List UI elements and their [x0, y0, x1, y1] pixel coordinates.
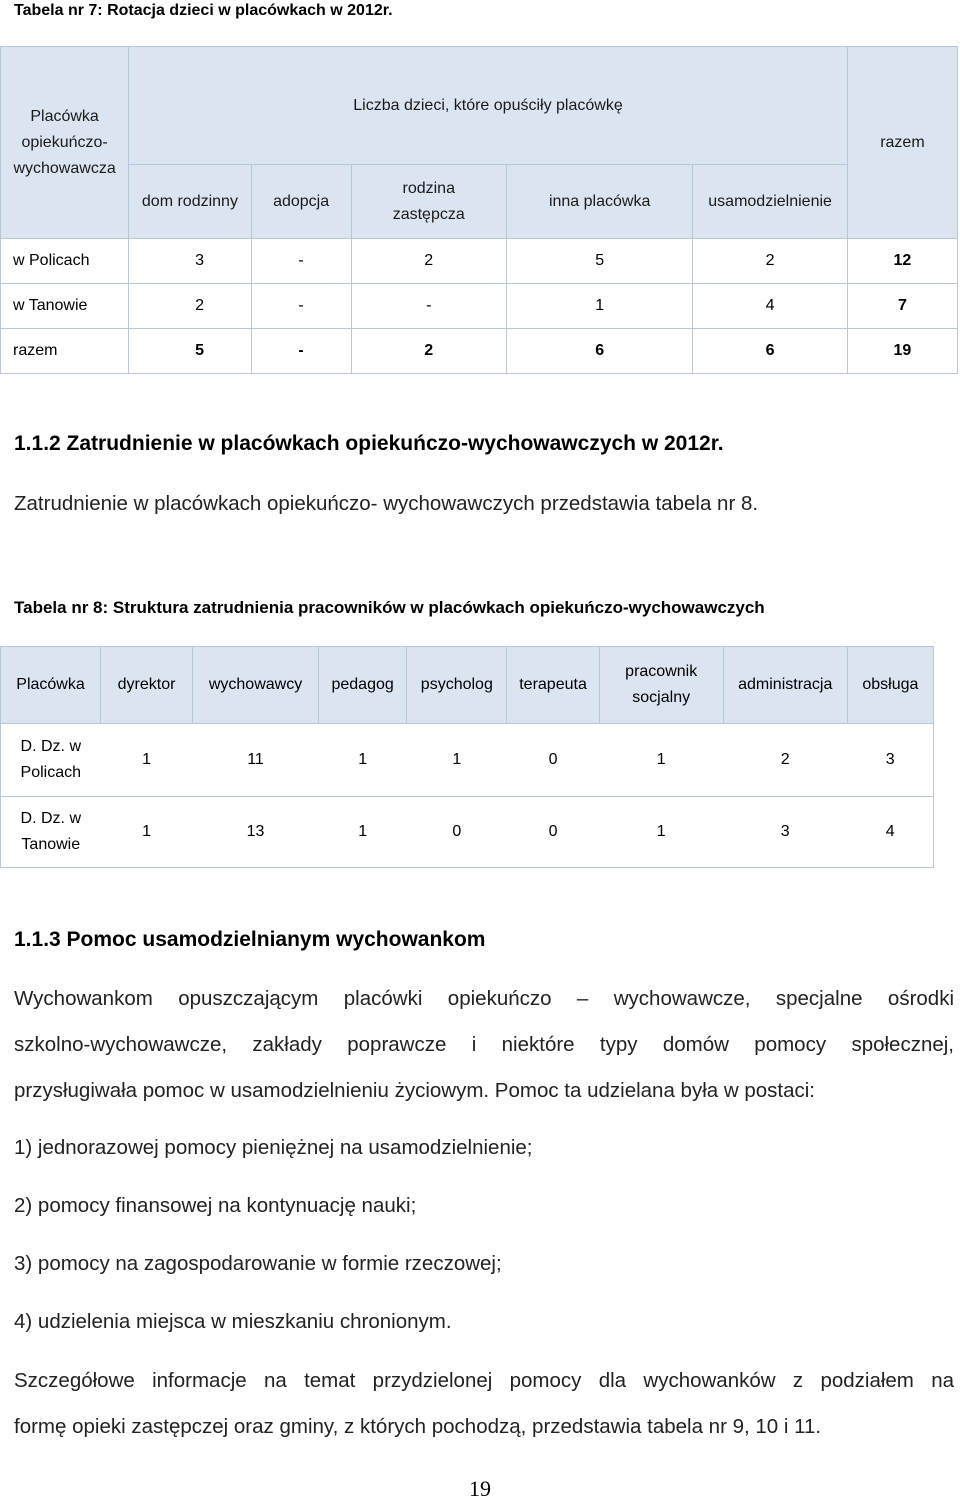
table-row — [1, 329, 958, 374]
table7-row-label: w Tanowie — [1, 284, 129, 329]
table-row — [1, 239, 958, 284]
table8-caption: Tabela nr 8: Struktura zatrudnienia pracowników w placówkach opiekuńczo-wychowawczych — [14, 598, 765, 617]
table8-cell: 3 — [723, 797, 847, 868]
table7-row-label: razem — [1, 329, 129, 374]
table7-cell: 2 — [351, 329, 506, 374]
section-heading-1-1-2: 1.1.2 Zatrudnienie w placówkach opiekuńczo-wychowawczych w 2012r. — [14, 432, 724, 455]
paragraph-employment: Zatrudnienie w placówkach opiekuńczo- wychowawczych przedstawia tabela nr 8. — [14, 492, 759, 515]
list-item: 4) udzielenia miejsca w mieszkaniu chronionym. — [14, 1310, 452, 1333]
paragraph-line: Wychowankom opuszczającym placówki opiekuńczo – wychowawcze, specjalne ośrodki — [14, 987, 954, 1010]
table7-cell: 4 — [693, 284, 847, 329]
table7-total: 12 — [847, 239, 957, 284]
table7-subheader: adopcja — [251, 165, 351, 239]
table7-cell: 1 — [506, 284, 692, 329]
table8-cell: 0 — [407, 797, 507, 868]
table8-header: obsługa — [847, 647, 933, 724]
paragraph-line: Szczegółowe informacje na temat przydzielonej pomocy dla wychowanków z podziałem na — [14, 1369, 954, 1392]
table7-caption: Tabela nr 7: Rotacja dzieci w placówkach w 2012r. — [14, 2, 393, 19]
table7-cell: - — [351, 284, 506, 329]
table8-header: administracja — [723, 647, 847, 724]
table7-children-rotation — [0, 46, 958, 374]
table8-cell: 11 — [193, 724, 319, 797]
list-item: 3) pomocy na zagospodarowanie w formie rzeczowej; — [14, 1252, 502, 1275]
table-row — [1, 724, 934, 797]
table8-cell: 1 — [407, 724, 507, 797]
table8-header: Placówka — [1, 647, 101, 724]
table7-subheader: rodzina zastępcza — [351, 165, 506, 239]
table8-cell: 3 — [847, 724, 933, 797]
table8-header: terapeuta — [507, 647, 599, 724]
table7-header-total: razem — [847, 47, 957, 239]
table7-cell: 6 — [506, 329, 692, 374]
table8-header: pedagog — [319, 647, 407, 724]
table7-subheader: dom rodzinny — [129, 165, 252, 239]
table8-employment-structure — [0, 646, 934, 868]
paragraph-details — [14, 1358, 954, 1450]
paragraph-help — [14, 976, 954, 1114]
table7-cell: - — [251, 239, 351, 284]
paragraph-line: przysługiwała pomoc w usamodzielnieniu życiowym. Pomoc ta udzielana była w postaci: — [14, 1079, 816, 1102]
table7-cell: 3 — [129, 239, 252, 284]
table7-total: 7 — [847, 284, 957, 329]
paragraph-line: szkolno-wychowawcze, zakłady poprawcze i niektóre typy domów pomocy społecznej, — [14, 1033, 954, 1056]
table8-header: wychowawcy — [193, 647, 319, 724]
table7-row-label: w Policach — [1, 239, 129, 284]
table7-cell: 2 — [129, 284, 252, 329]
table8-row-label: D. Dz. w Policach — [1, 724, 101, 797]
list-item: 2) pomocy finansowej na kontynuację nauki; — [14, 1194, 417, 1217]
table8-cell: 1 — [101, 797, 193, 868]
table8-cell: 0 — [507, 797, 599, 868]
table8-cell: 0 — [507, 724, 599, 797]
table8-header: psycholog — [407, 647, 507, 724]
table7-subheader: inna placówka — [506, 165, 692, 239]
table8-header: pracownik socjalny — [599, 647, 723, 724]
table7-cell: 2 — [351, 239, 506, 284]
page-number: 19 — [469, 1476, 491, 1501]
table7-cell: - — [251, 329, 351, 374]
table7-cell: 5 — [129, 329, 252, 374]
table8-cell: 1 — [101, 724, 193, 797]
table7-cell: 2 — [693, 239, 847, 284]
paragraph-line: formę opieki zastępczej oraz gminy, z których pochodzą, przedstawia tabela nr 9, 10 i 11. — [14, 1415, 822, 1438]
table8-header: dyrektor — [101, 647, 193, 724]
table-row — [1, 284, 958, 329]
section-heading-1-1-3: 1.1.3 Pomoc usamodzielnianym wychowankom — [14, 928, 486, 951]
table7-header-facility: Placówka opiekuńczo-wychowawcza — [1, 47, 129, 239]
table7-subheader: usamodzielnienie — [693, 165, 847, 239]
table7-cell: 6 — [693, 329, 847, 374]
table8-cell: 1 — [599, 724, 723, 797]
table7-total: 19 — [847, 329, 957, 374]
table8-cell: 2 — [723, 724, 847, 797]
table8-row-label: D. Dz. w Tanowie — [1, 797, 101, 868]
list-item: 1) jednorazowej pomocy pieniężnej na usamodzielnienie; — [14, 1136, 533, 1159]
table7-cell: 5 — [506, 239, 692, 284]
table8-cell: 1 — [599, 797, 723, 868]
table8-cell: 4 — [847, 797, 933, 868]
table7-cell: - — [251, 284, 351, 329]
table-row — [1, 797, 934, 868]
table8-cell: 13 — [193, 797, 319, 868]
table8-cell: 1 — [319, 724, 407, 797]
table7-group-header: Liczba dzieci, które opuściły placówkę — [129, 47, 848, 165]
table8-cell: 1 — [319, 797, 407, 868]
